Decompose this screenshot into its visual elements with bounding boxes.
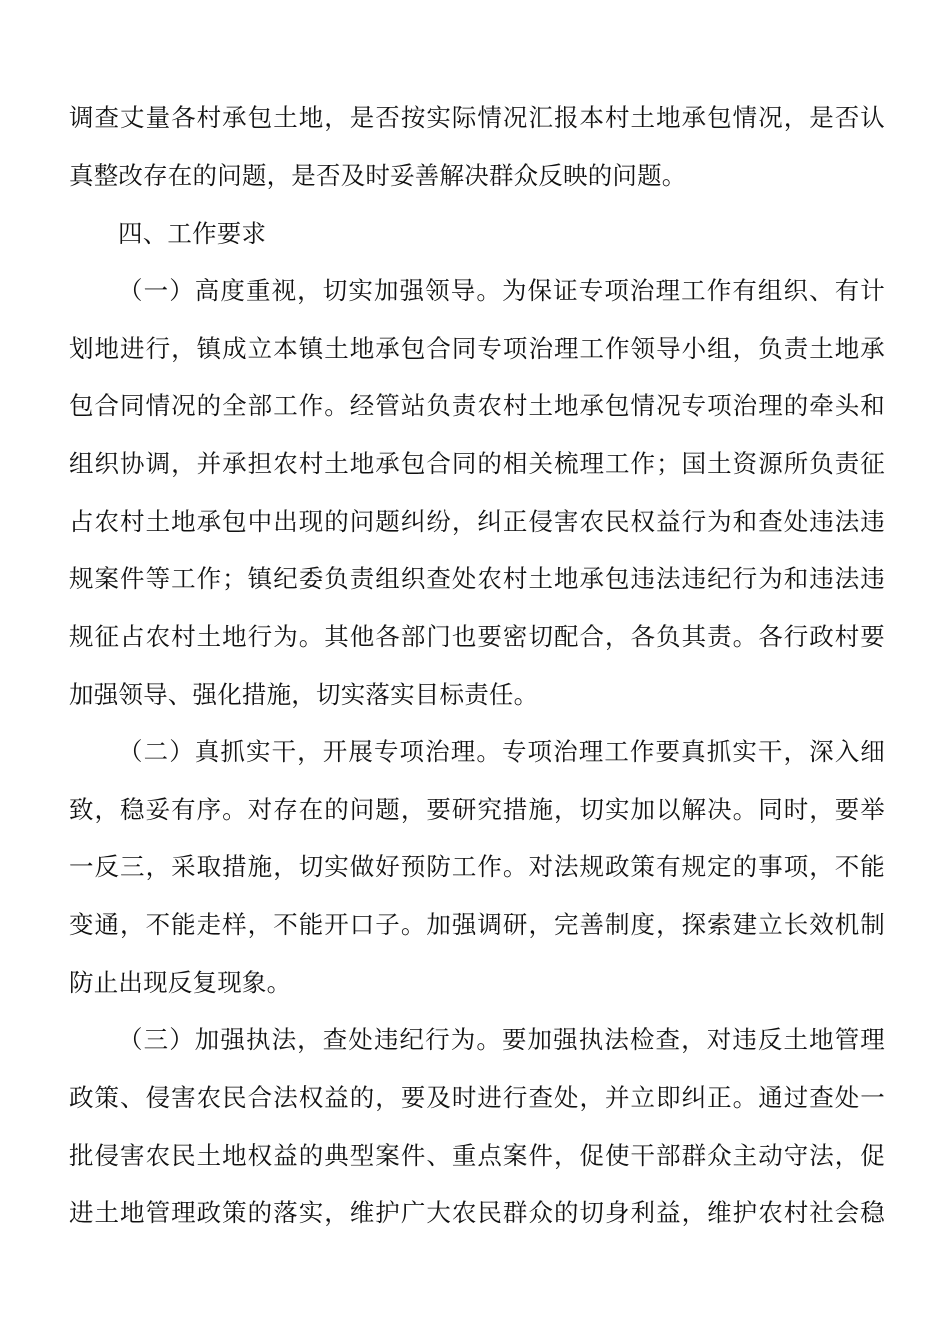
body-text-line: （二）真抓实干，开展专项治理。专项治理工作要真抓实干，深入细 [118,737,885,766]
body-text-line: （三）加强执法，查处违纪行为。要加强执法检查，对违反土地管理 [118,1025,885,1054]
section-heading: 四、工作要求 [118,219,267,248]
body-text-line: 致，稳妥有序。对存在的问题，要研究措施，切实加以解决。同时，要举 [69,795,885,824]
body-text-line: 包合同情况的全部工作。经管站负责农村土地承包情况专项治理的牵头和 [69,391,885,420]
body-text-line: 进土地管理政策的落实，维护广大农民群众的切身利益，维护农村社会稳 [69,1198,885,1227]
body-text-line: 调查丈量各村承包土地，是否按实际情况汇报本村土地承包情况，是否认 [69,103,885,132]
body-text-line: 规征占农村土地行为。其他各部门也要密切配合，各负其责。各行政村要 [69,622,885,651]
body-text-line: 变通，不能走样，不能开口子。加强调研，完善制度，探索建立长效机制 [69,910,885,939]
body-text-line: 一反三，采取措施，切实做好预防工作。对法规政策有规定的事项，不能 [69,852,885,881]
body-text-line: 政策、侵害农民合法权益的，要及时进行查处，并立即纠正。通过查处一 [69,1083,885,1112]
body-text-line: 占农村土地承包中出现的问题纠纷，纠正侵害农民权益行为和查处违法违 [69,507,885,536]
body-text-line: 规案件等工作；镇纪委负责组织查处农村土地承包违法违纪行为和违法违 [69,564,885,593]
body-text-line: 防止出现反复现象。 [69,968,292,997]
body-text-line: 批侵害农民土地权益的典型案件、重点案件，促使干部群众主动守法，促 [69,1141,885,1170]
body-text-line: 真整改存在的问题，是否及时妥善解决群众反映的问题。 [69,161,687,190]
body-text-line: 组织协调，并承担农村土地承包合同的相关梳理工作；国土资源所负责征 [69,449,885,478]
body-text-line: 划地进行，镇成立本镇土地承包合同专项治理工作领导小组，负责土地承 [69,334,885,363]
body-text-line: （一）高度重视，切实加强领导。为保证专项治理工作有组织、有计 [118,276,885,305]
body-text-line: 加强领导、强化措施，切实落实目标责任。 [69,680,539,709]
